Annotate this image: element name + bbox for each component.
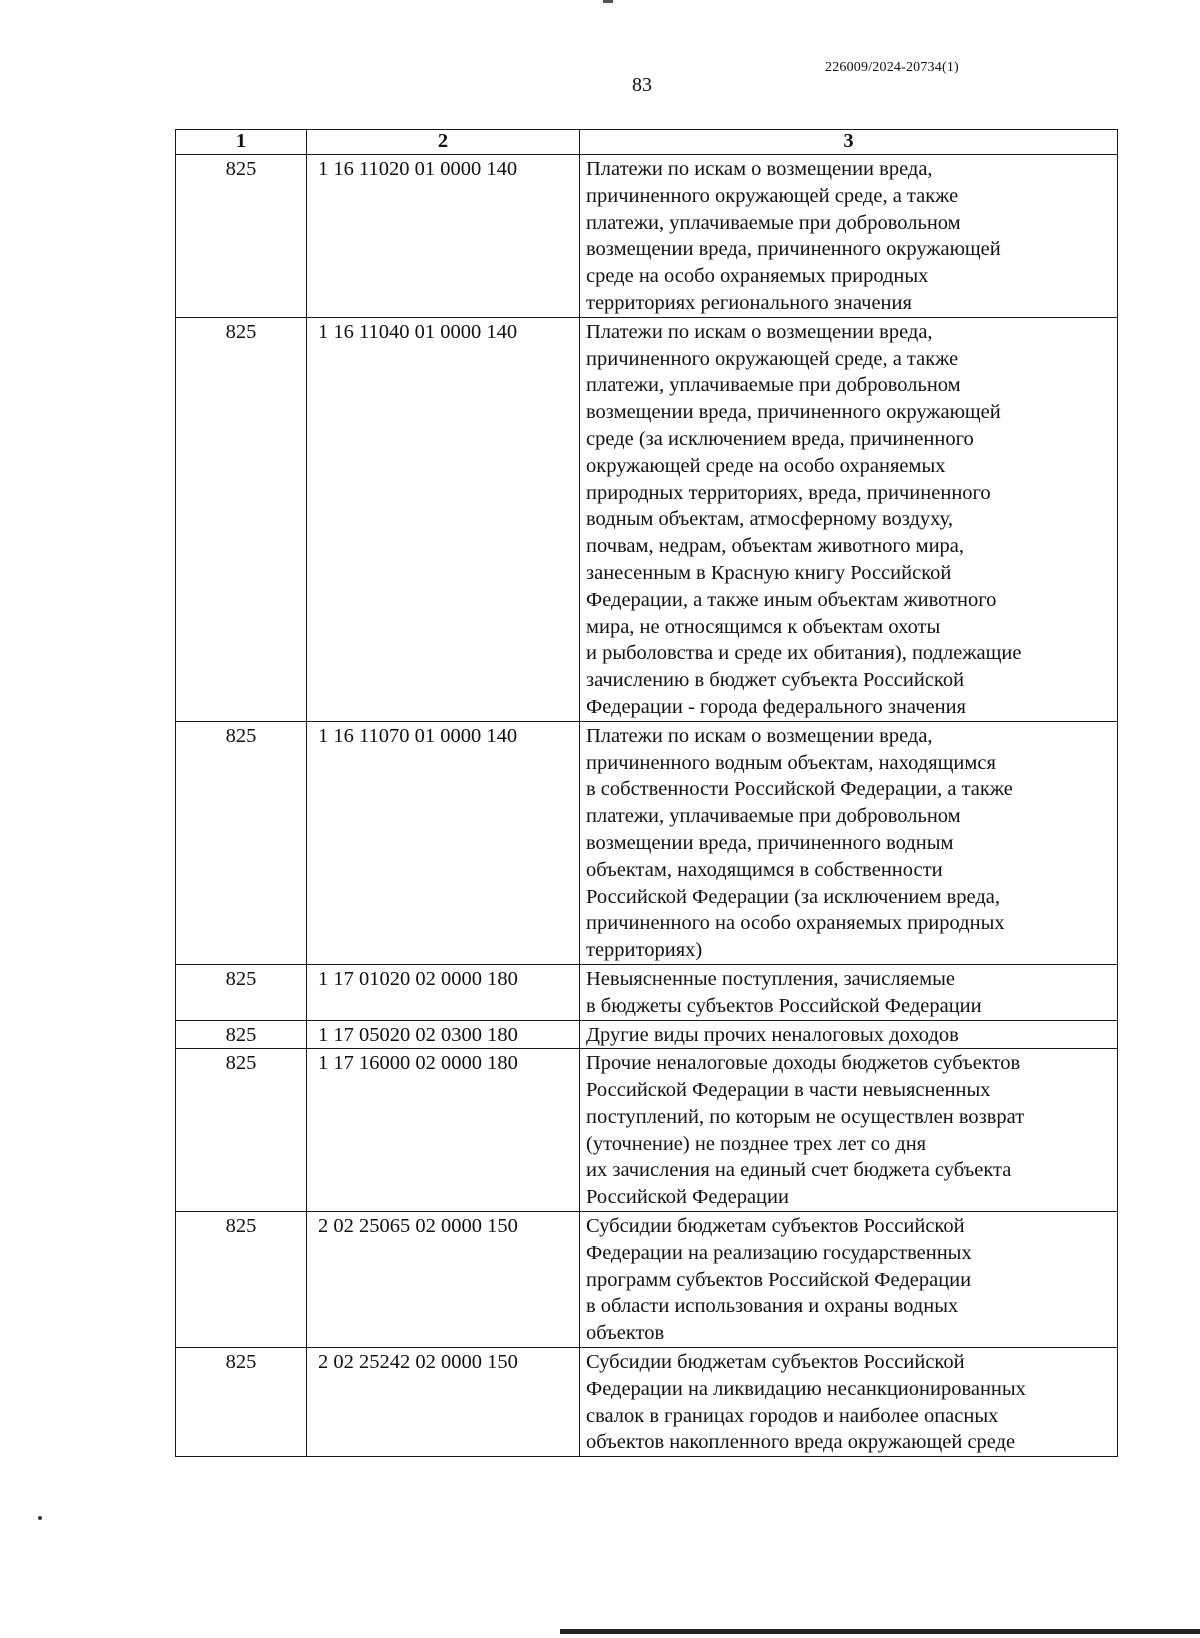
admin-code-cell: 825: [176, 964, 307, 1020]
revenue-name-cell: Субсидии бюджетам субъектов Российской Федерации на реализацию государственных программ субъектов Российской Федерации в области использования и охраны водных объектов: [580, 1212, 1118, 1348]
revenue-name-cell: Прочие неналоговые доходы бюджетов субъектов Российской Федерации в части невыясненных поступлений, по которым не осуществлен возврат (уточнение) не позднее трех лет со дня их зачисления на единый счет бюджета субъекта Российской Федерации: [580, 1049, 1118, 1212]
table-header-row: [176, 130, 1118, 155]
scan-mark: [603, 0, 613, 3]
budget-code-cell: 1 17 05020 02 0300 180: [307, 1020, 580, 1049]
revenue-name-cell: Невыясненные поступления, зачисляемые в бюджеты субъектов Российской Федерации: [580, 964, 1118, 1020]
revenue-name-cell: Субсидии бюджетам субъектов Российской Федерации на ликвидацию несанкционированных свалок в границах городов и наиболее опасных объектов накопленного вреда окружающей среде: [580, 1348, 1118, 1457]
table-row: [176, 317, 1118, 721]
budget-code-cell: 1 17 16000 02 0000 180: [307, 1049, 580, 1212]
revenue-name-cell: Платежи по искам о возмещении вреда, причиненного водным объектам, находящимся в собственности Российской Федерации, а также платежи, уплачиваемые при добровольном возмещении вреда, причиненного водным объектам, находящимся в собственности Российской Федерации (за исключением вреда, причиненного на особо охраняемых природных территориях): [580, 721, 1118, 964]
budget-code-cell: 1 16 11070 01 0000 140: [307, 721, 580, 964]
admin-code-cell: 825: [176, 1049, 307, 1212]
table-row: [176, 1348, 1118, 1457]
revenue-name-cell: Другие виды прочих неналоговых доходов: [580, 1020, 1118, 1049]
admin-code-cell: 825: [176, 317, 307, 721]
admin-code-cell: 825: [176, 721, 307, 964]
revenue-code-table: [175, 129, 1118, 1457]
page-number: 83: [632, 74, 652, 96]
table-row: [176, 155, 1118, 318]
revenue-name-cell: Платежи по искам о возмещении вреда, причиненного окружающей среде, а также платежи, уплачиваемые при добровольном возмещении вреда, причиненного окружающей среде (за исключением вреда, причиненного окружающей среде на особо охраняемых природных территориях, вреда, причиненного водным объектам, атмосферному воздуху, почвам, недрам, объектам животного мира, занесенным в Красную книгу Российской Федерации, а также иным объектам животного мира, не относящимся к объектам охоты и рыболовства и среде их обитания), подлежащие зачислению в бюджет субъекта Российской Федерации - города федерального значения: [580, 317, 1118, 721]
table-row: [176, 1049, 1118, 1212]
admin-code-cell: 825: [176, 1212, 307, 1348]
budget-code-cell: 1 16 11020 01 0000 140: [307, 155, 580, 318]
budget-code-cell: 2 02 25242 02 0000 150: [307, 1348, 580, 1457]
scan-bottom-edge: [560, 1629, 1200, 1634]
header-col-3: 3: [580, 130, 1118, 155]
admin-code-cell: 825: [176, 155, 307, 318]
table-row: [176, 1212, 1118, 1348]
table-row: [176, 1020, 1118, 1049]
admin-code-cell: 825: [176, 1020, 307, 1049]
document-id: 226009/2024-20734(1): [825, 60, 959, 75]
table-row: [176, 964, 1118, 1020]
budget-code-cell: 2 02 25065 02 0000 150: [307, 1212, 580, 1348]
budget-code-cell: 1 17 01020 02 0000 180: [307, 964, 580, 1020]
header-col-2: 2: [307, 130, 580, 155]
revenue-name-cell: Платежи по искам о возмещении вреда, причиненного окружающей среде, а также платежи, уплачиваемые при добровольном возмещении вреда, причиненного окружающей среде на особо охраняемых природных территориях регионального значения: [580, 155, 1118, 318]
budget-code-cell: 1 16 11040 01 0000 140: [307, 317, 580, 721]
scan-speck: [38, 1516, 42, 1520]
table-row: [176, 721, 1118, 964]
header-col-1: 1: [176, 130, 307, 155]
admin-code-cell: 825: [176, 1348, 307, 1457]
